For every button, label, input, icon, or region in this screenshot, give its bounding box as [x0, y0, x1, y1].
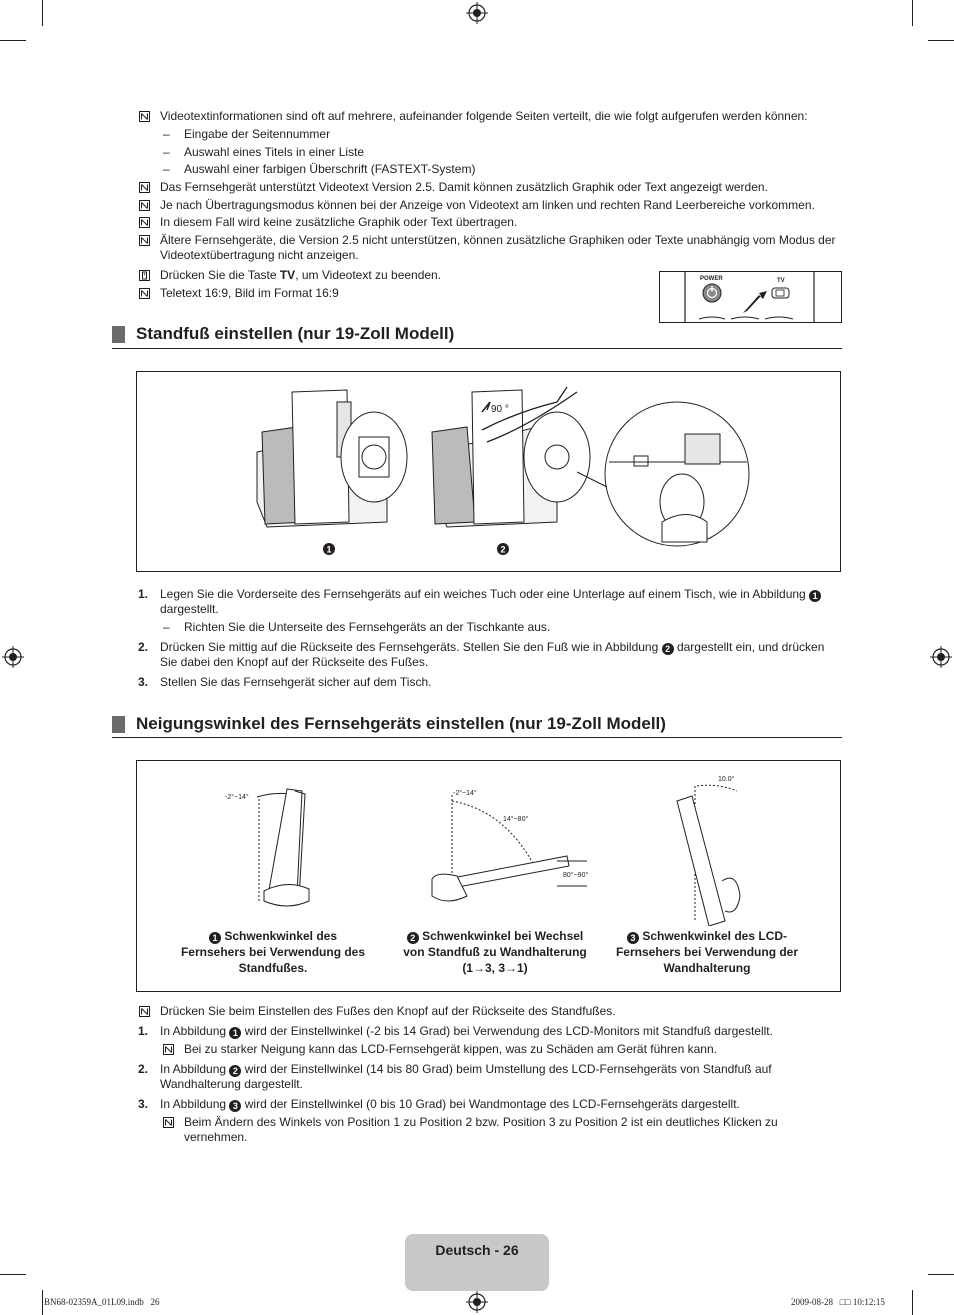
- step-text: [160, 640, 840, 670]
- section-heading-text: Neigungswinkel des Fernsehgeräts einstellen (nur 19-Zoll Modell): [136, 714, 666, 733]
- crop-mark: [912, 1290, 913, 1315]
- note-icon: [139, 1006, 150, 1017]
- note-text: Teletext 16:9, Bild im Format 16:9: [160, 286, 339, 300]
- registration-mark-icon: [466, 2, 488, 24]
- step-text-part: dargestellt.: [160, 602, 219, 616]
- note-text: Videotextinformationen sind oft auf mehrere, aufeinander folgende Seiten verteilt, die wie folgt aufgerufen werden können:: [160, 109, 808, 123]
- step-text: [160, 1097, 840, 1112]
- note-text-part: Drücken Sie die Taste: [160, 268, 280, 282]
- step-text-part: wird der Einstellwinkel (-2 bis 14 Grad) bei Verwendung des LCD-Monitors mit Standfuß dargestellt.: [241, 1024, 773, 1038]
- dash-bullet: –: [163, 145, 170, 159]
- caption-text: Schwenkwinkel des LCD-Fernsehers bei Verwendung der Wandhalterung: [615, 929, 799, 975]
- dash-bullet: –: [163, 162, 170, 176]
- note-text-part: , um Videotext zu beenden.: [295, 268, 442, 282]
- note-text: Das Fernsehgerät unterstützt Videotext Version 2.5. Damit können zusätzlich Graphik oder Text angezeigt werden.: [160, 180, 768, 194]
- figure-caption: [395, 928, 595, 976]
- note-text: Je nach Übertragungsmodus können bei der Anzeige von Videotext am linken und rechten Rand Leerbereiche vorkommen.: [160, 198, 815, 212]
- caption-text: Schwenkwinkel des Fernsehers bei Verwendung des Standfußes.: [180, 929, 366, 975]
- step-number: 1.: [138, 1024, 149, 1038]
- figure-number: 1: [326, 544, 332, 555]
- crop-mark: [928, 1274, 954, 1275]
- angle-label: -2°~14°: [225, 794, 249, 801]
- figure-ref: 2: [662, 643, 674, 655]
- angle-label: 90 °: [491, 404, 509, 415]
- note-text: In diesem Fall wird keine zusätzliche Graphik oder Text übertragen.: [160, 215, 518, 229]
- crop-mark: [0, 1274, 26, 1275]
- step-text: [160, 1062, 840, 1092]
- note-text: Drücken Sie beim Einstellen des Fußes den Knopf auf der Rückseite des Standfußes.: [160, 1004, 616, 1018]
- tilt-angle-illustration: [137, 761, 840, 926]
- print-datetime: 2009-08-28 □□ 10:12:15: [791, 1297, 885, 1307]
- key-name: TV: [279, 268, 296, 282]
- note-icon: [163, 1044, 174, 1055]
- step-text-part: In Abbildung: [160, 1097, 230, 1111]
- angle-label: 14°~80°: [503, 816, 529, 823]
- step-number: 3.: [138, 1097, 149, 1111]
- tv-label: TV: [777, 278, 785, 284]
- crop-mark: [912, 0, 913, 26]
- registration-mark-icon: [930, 646, 952, 668]
- step-text: Stellen Sie das Fernsehgerät sicher auf dem Tisch.: [160, 675, 432, 689]
- divider: [112, 737, 842, 738]
- figure-ref: 2: [407, 932, 419, 944]
- page-number-tab: [405, 1234, 549, 1291]
- note-text: Bei zu starker Neigung kann das LCD-Fernsehgerät kippen, was zu Schäden am Gerät führen kann.: [184, 1042, 717, 1056]
- registration-mark-icon: [466, 1291, 488, 1313]
- step-number: 3.: [138, 675, 149, 689]
- step-text-part: In Abbildung: [160, 1062, 230, 1076]
- file-info: BN68-02359A_01L09.indb 26: [44, 1297, 160, 1307]
- note-icon: [163, 1117, 174, 1128]
- figure-ref: 1: [229, 1027, 241, 1039]
- substep-text: Richten Sie die Unterseite des Fernsehgeräts an der Tischkante aus.: [184, 620, 551, 634]
- figure-ref: 1: [809, 590, 821, 602]
- note-text: Beim Ändern des Winkels von Position 1 zu Position 2 bzw. Position 3 zu Position 2 ist ein deutliches Klicken zu vernehmen.: [184, 1115, 778, 1144]
- step-text-part: Drücken Sie mittig auf die Rückseite des Fernsehgeräts. Stellen Sie den Fuß wie in Abbildung: [160, 640, 662, 654]
- list-item: Eingabe der Seitennummer: [184, 127, 331, 141]
- crop-mark: [42, 0, 43, 26]
- registration-mark-icon: [2, 646, 24, 668]
- step-text: [160, 587, 840, 617]
- step-number: 2.: [138, 640, 149, 654]
- figure-ref: 3: [627, 932, 639, 944]
- note-text: [160, 268, 441, 283]
- tilt-figure-box: [136, 760, 841, 992]
- stand-adjustment-illustration: [137, 372, 840, 571]
- list-item: Auswahl eines Titels in einer Liste: [184, 145, 365, 159]
- note-icon: [139, 111, 150, 122]
- caption-text: Schwenkwinkel bei Wechsel von Standfuß zu Wandhalterung (1→3, 3→1): [403, 929, 587, 975]
- figure-ref: 2: [229, 1065, 241, 1077]
- step-number: 1.: [138, 587, 149, 601]
- page-number: Deutsch - 26: [435, 1242, 519, 1258]
- angle-label: 10.0°: [718, 776, 735, 783]
- section-heading-text: Standfuß einstellen (nur 19-Zoll Modell): [136, 324, 455, 343]
- step-number: 2.: [138, 1062, 149, 1076]
- heading-bar: [112, 326, 125, 343]
- figure-caption: [175, 928, 371, 976]
- figure-number: 2: [500, 544, 506, 555]
- crop-mark: [928, 40, 954, 41]
- crop-mark: [42, 1290, 43, 1315]
- step-text-part: In Abbildung: [160, 1024, 230, 1038]
- figure-ref: 3: [229, 1100, 241, 1112]
- stand-figure-box: [136, 371, 841, 572]
- angle-label: 80°~90°: [563, 872, 589, 879]
- dash-bullet: –: [163, 620, 170, 634]
- step-text-part: dargestellt ein, und drücken Sie dabei den Knopf auf der Rückseite des Fußes.: [160, 640, 825, 669]
- remote-control-illustration: [659, 271, 842, 323]
- list-item: Auswahl einer farbigen Überschrift (FASTEXT-System): [184, 162, 476, 176]
- note-icon: [139, 288, 150, 299]
- step-text-part: wird der Einstellwinkel (0 bis 10 Grad) bei Wandmontage des LCD-Fernsehgeräts dargestellt.: [241, 1097, 740, 1111]
- note-icon: [139, 217, 150, 228]
- crop-mark: [0, 40, 26, 41]
- dash-bullet: –: [163, 127, 170, 141]
- figure-caption: [609, 928, 805, 976]
- heading-bar: [112, 716, 125, 733]
- step-text-part: Legen Sie die Vorderseite des Fernsehgeräts auf ein weiches Tuch oder eine Unterlage auf einem Tisch, wie in Abbildung: [160, 587, 810, 601]
- divider: [112, 348, 842, 349]
- note-icon: [139, 182, 150, 193]
- note-icon: [139, 200, 150, 211]
- figure-ref: 1: [209, 932, 221, 944]
- step-text: [160, 1024, 840, 1039]
- power-label: POWER: [700, 276, 723, 282]
- step-text-part: wird der Einstellwinkel (14 bis 80 Grad) beim Umstellung des LCD-Fernsehgeräts von Standfuß auf Wandhalterung dargestellt.: [160, 1062, 772, 1091]
- note-icon: [139, 235, 150, 246]
- remote-icon: [139, 270, 150, 281]
- angle-label: -2°~14°: [453, 790, 477, 797]
- note-text: Ältere Fernsehgeräte, die Version 2.5 nicht unterstützen, können zusätzliche Graphiken oder Texte unabhängig vom Modus der Videotextübertragung nicht anzeigen.: [160, 233, 836, 262]
